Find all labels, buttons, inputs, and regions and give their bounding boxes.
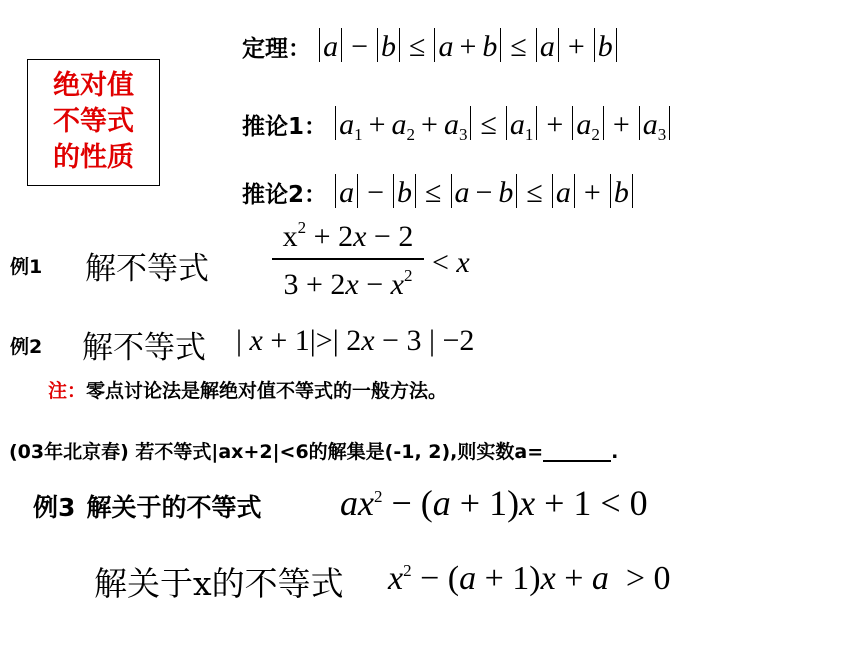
ex3-formula: $ax^2 - (a + 1)x + 1 < 0$ xyxy=(340,483,648,523)
corollary2-row xyxy=(242,174,636,210)
topic-line-2: 不等式 xyxy=(53,106,134,137)
question-row xyxy=(9,437,618,464)
ex4-formula: $x^2 - (a + 1)x + a > 0$ xyxy=(388,560,671,597)
question-text: (03年北京春) 若不等式|ax+2|<6的解集是(-1, 2),则实数a= xyxy=(9,441,544,463)
corollary1-row xyxy=(242,106,673,145)
note-text: 零点讨论法是解绝对值不等式的一般方法。 xyxy=(86,380,448,402)
ex2-label: 例2 xyxy=(10,336,43,358)
note-prefix: 注： xyxy=(48,380,87,402)
corollary1-label: 推论1： xyxy=(242,114,328,140)
ex2-text: 解不等式 xyxy=(82,330,206,366)
ex1-text: 解不等式 xyxy=(85,251,209,287)
topic-line-3: 的性质 xyxy=(53,142,134,173)
topic-line-1: 绝对值 xyxy=(53,70,134,101)
ex1-rhs: < x xyxy=(432,246,470,279)
ex2-formula: | x + 1|>| 2x − 3 | −2 xyxy=(236,324,475,357)
theorem-row xyxy=(242,28,620,64)
ex3-label: 例3 xyxy=(33,493,76,522)
theorem-label: 定理： xyxy=(242,36,311,62)
ex3-text: 解关于的不等式 xyxy=(86,493,262,522)
corollary1-formula: $a_1 + a_2 + a_3 \le a_1 + a_2 + a_3$ xyxy=(332,108,673,141)
answer-blank xyxy=(543,440,611,462)
ex4-text: 解关于x的不等式 xyxy=(94,564,344,603)
topic-box xyxy=(27,59,160,186)
note-row xyxy=(48,376,447,403)
corollary2-label: 推论2： xyxy=(242,182,328,208)
theorem-formula: a − b ≤ a + b ≤ a + b xyxy=(316,30,620,63)
corollary2-formula: a − b ≤ a − b ≤ a + b xyxy=(332,176,636,209)
question-end: . xyxy=(611,441,619,463)
ex1-label: 例1 xyxy=(10,256,43,278)
ex3-row xyxy=(33,488,262,524)
ex1-fraction: $x^2 + 2x - 2$ $3 + 2x - x^2$ xyxy=(272,218,424,302)
